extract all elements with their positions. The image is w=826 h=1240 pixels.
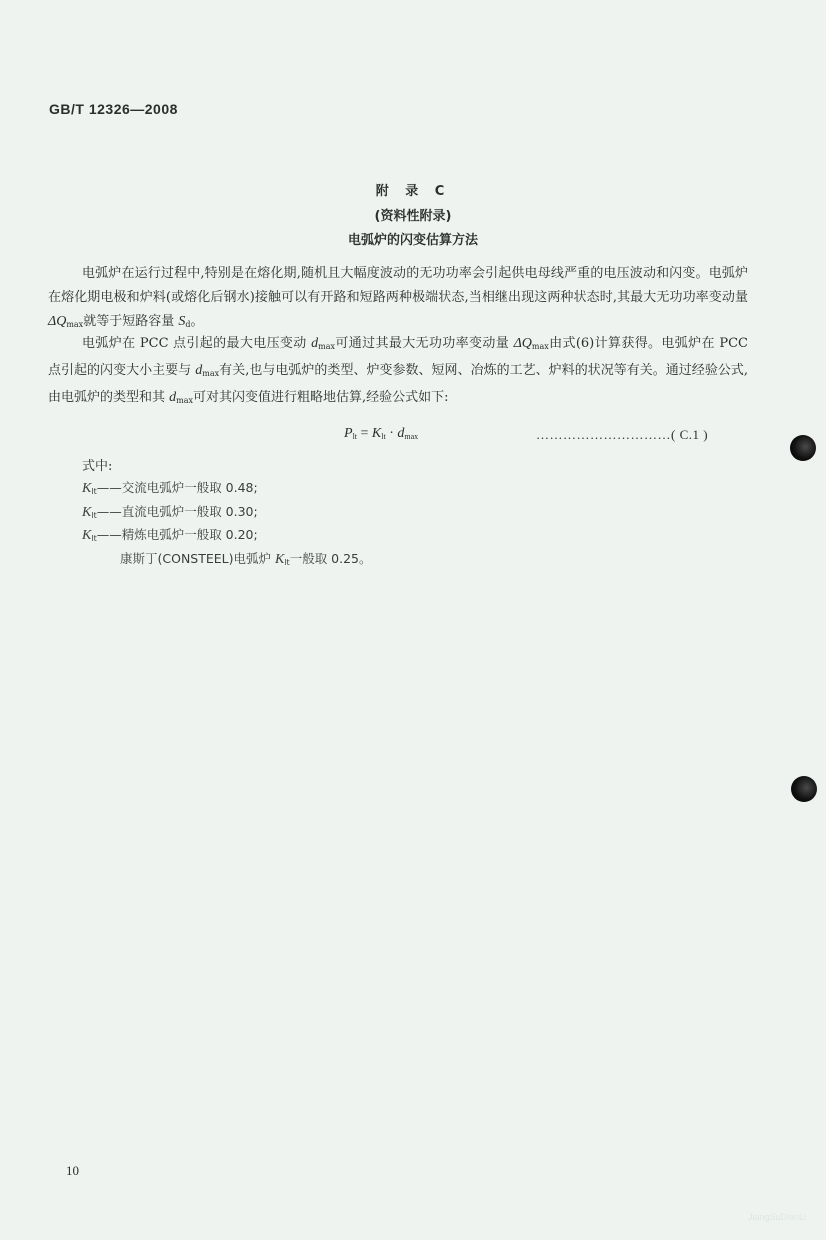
d-subscript: max (202, 369, 220, 378)
where-label: 式中: (82, 459, 113, 474)
paragraph-text: 可对其闪变值进行粗略地估算,经验公式如下: (193, 390, 449, 405)
p-subscript: lt (352, 432, 358, 441)
k-symbol: K (82, 481, 92, 496)
paragraph-arc-furnace-fluctuation (48, 262, 748, 337)
delta-q-symbol: ΔQ (513, 336, 532, 351)
definition-text: 康斯丁(CONSTEEL)电弧炉 (120, 551, 275, 566)
equals-sign: = (360, 426, 369, 441)
definition-ac-furnace (82, 478, 258, 497)
definition-text: ——直流电弧炉一般取 0.30; (96, 504, 258, 519)
k-symbol: K (82, 505, 92, 520)
d-subscript: max (404, 432, 419, 441)
d-symbol: d (397, 426, 405, 441)
p-symbol: P (344, 426, 353, 441)
d-subscript: max (318, 342, 336, 351)
watermark: JiangSuDianLi (748, 1212, 807, 1222)
k-subscript: lt (284, 558, 290, 567)
k-subscript: lt (91, 487, 97, 496)
definition-refining-furnace (82, 525, 258, 544)
s-subscript: d (185, 320, 191, 329)
paragraph-text: 由式(6)计算获得。电弧炉在 PCC 点引起的闪变大小主要与 (48, 336, 748, 378)
page-number: 10 (66, 1163, 79, 1178)
appendix-heading: 电弧炉的闪变估算方法 (347, 233, 478, 248)
delta-q-subscript: max (531, 342, 549, 351)
delta-q-symbol: ΔQ (48, 314, 67, 329)
paragraph-text: 可通过其最大无功功率变动量 (335, 336, 514, 351)
paragraph-flicker-estimation (48, 332, 748, 413)
paragraph-text: 有关,也与电弧炉的类型、炉变参数、短网、冶炼的工艺、炉料的状况等有关。通过经验公式,由电弧炉的类型和其 (48, 363, 748, 405)
definition-text: ——精炼电弧炉一般取 0.20; (96, 527, 258, 542)
k-symbol: K (274, 552, 285, 567)
d-symbol: d (195, 363, 203, 378)
paragraph-text: 就等于短路容量 (83, 314, 179, 329)
k-subscript: lt (91, 534, 97, 543)
multiply-dot: · (389, 426, 394, 441)
leader-dots: ………………………… (536, 427, 671, 442)
paragraph-text: 电弧炉在运行过程中,特别是在熔化期,随机且大幅度波动的无功功率会引起供电母线严重的电压波动和闪变。电弧炉在熔化期电极和炉料(或熔化后钢水)接触可以有开路和短路两种极端状态,当相继出现这两种状态时,其最大无功功率变动量 (48, 266, 748, 305)
k-symbol: K (371, 426, 382, 441)
s-symbol: S (178, 314, 186, 329)
d-symbol: d (311, 336, 319, 351)
definition-dc-furnace (82, 502, 258, 521)
formula-c1 (344, 426, 418, 442)
paragraph-text: 电弧炉在 PCC 点引起的最大电压变动 (82, 336, 312, 351)
definition-text: 一般取 0.25。 (289, 551, 372, 566)
k-subscript: lt (91, 511, 97, 520)
d-symbol: d (169, 390, 177, 405)
definition-text: ——交流电弧炉一般取 0.48; (96, 480, 258, 495)
binder-hole (790, 435, 816, 461)
equation-number: ( C.1 ) (671, 427, 709, 442)
definition-consteel-furnace (120, 549, 372, 568)
binder-hole (791, 776, 817, 802)
paragraph-text: 。 (190, 314, 204, 329)
d-subscript: max (176, 396, 194, 405)
formula-label (536, 427, 708, 443)
k-symbol: K (82, 528, 92, 543)
appendix-subtitle: (资料性附录) (374, 209, 452, 224)
k-subscript: lt (381, 432, 386, 441)
delta-q-subscript: max (66, 320, 84, 329)
appendix-title: 附 录 C (375, 184, 451, 199)
standard-code: GB/T 12326—2008 (49, 101, 178, 117)
